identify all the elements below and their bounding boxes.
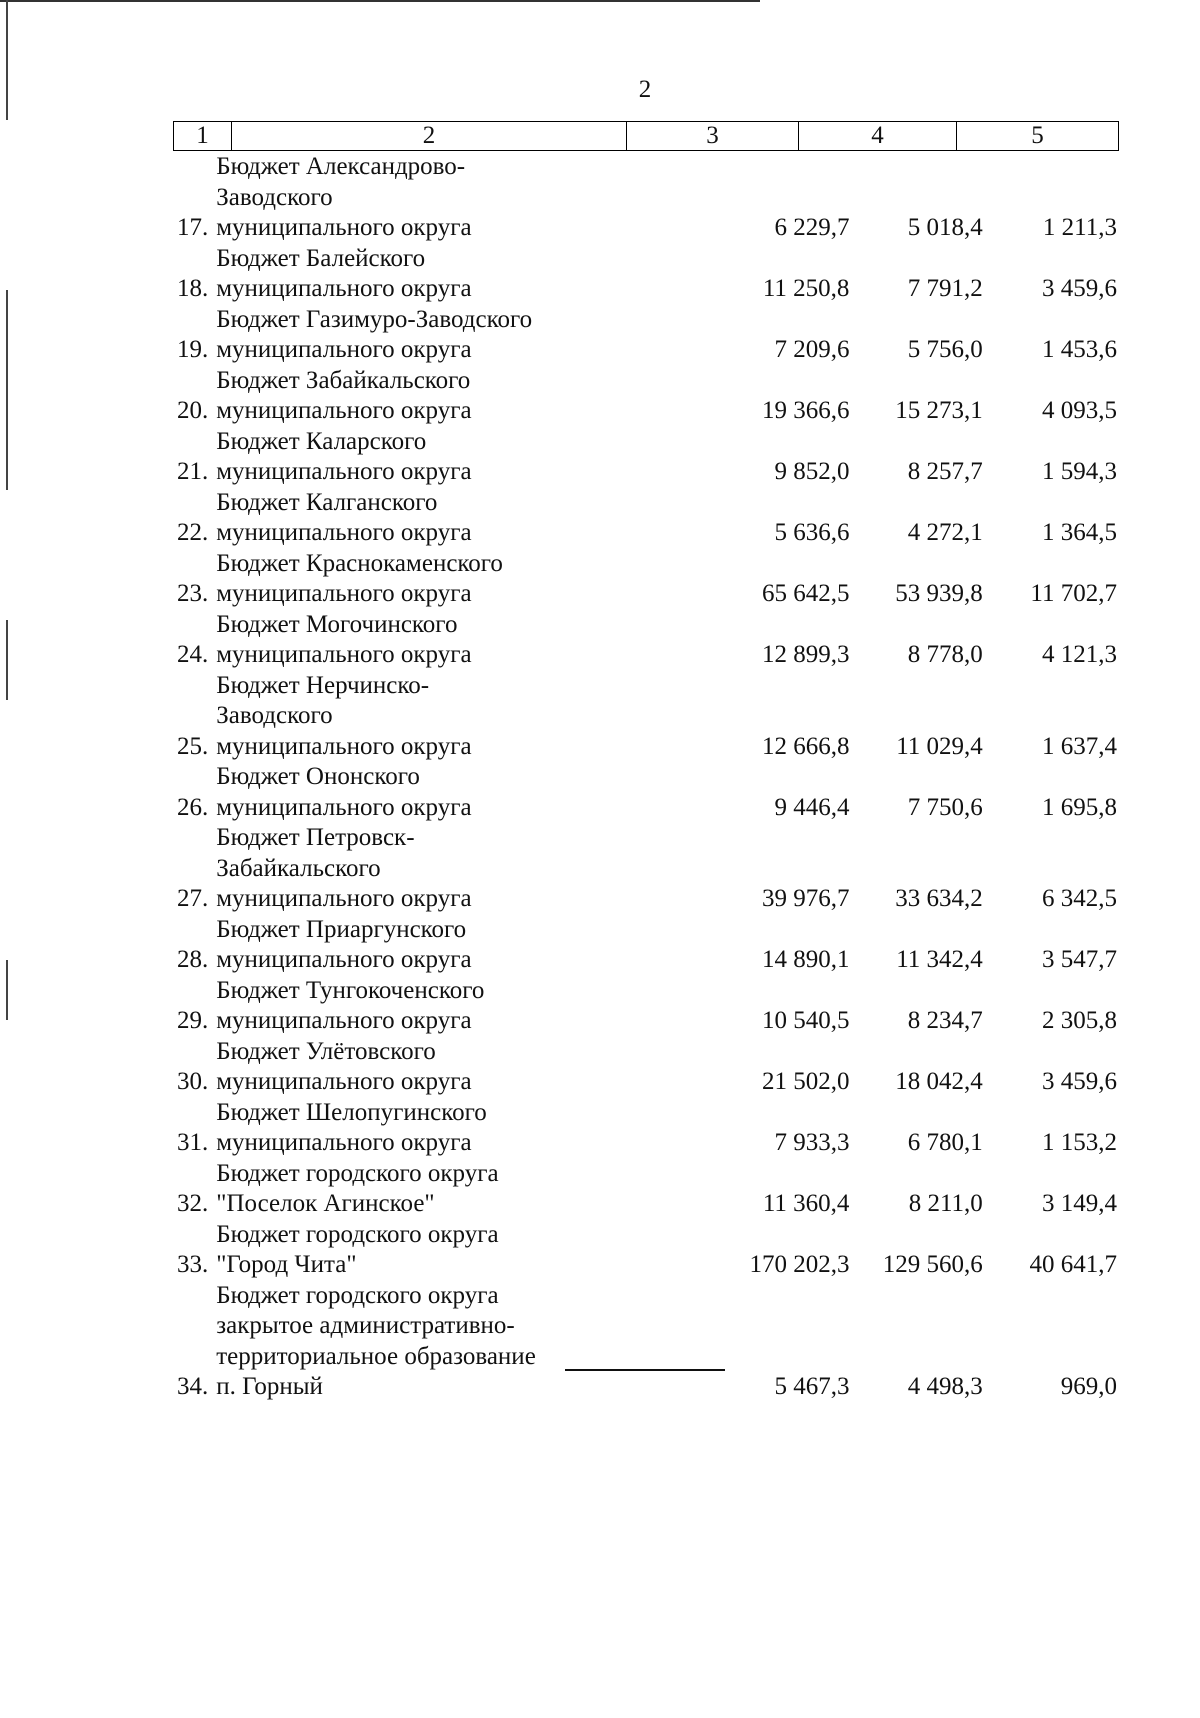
budget-name-line: Бюджет Приаргунского [216, 915, 467, 943]
row-budget-name [216, 427, 543, 488]
budget-name-line: Бюджет Краснокаменского [216, 549, 503, 577]
table-row [173, 671, 1117, 763]
row-value-col-4: 7 791,2 [907, 275, 983, 302]
row-number: 26. [176, 793, 209, 821]
budget-name-line: муниципального округа [216, 1007, 472, 1034]
row-value-col-3: 9 852,0 [774, 458, 850, 485]
table-body [173, 152, 1117, 1403]
budget-name-line: Бюджет Балейского [216, 244, 426, 272]
table-row [173, 610, 1117, 671]
row-value-col-4: 129 560,6 [882, 1251, 983, 1278]
row-number: 31. [176, 1129, 209, 1156]
row-budget-name [216, 823, 543, 915]
row-value-col-5: 1 153,2 [1041, 1129, 1117, 1156]
row-budget-name [216, 610, 543, 671]
budget-name-line: Бюджет Тунгокоченского [216, 976, 485, 1004]
row-number: 25. [176, 732, 209, 760]
row-value-col-5: 40 641,7 [1029, 1251, 1117, 1278]
budget-name-line: Бюджет Александрово-Заводского [216, 153, 466, 211]
table-row [173, 549, 1117, 610]
budget-name-line: муниципального округа [216, 214, 472, 241]
row-value-col-3: 9 446,4 [774, 793, 850, 821]
table-row [173, 244, 1117, 305]
budget-name-line: муниципального округа [216, 1129, 472, 1156]
budget-name-line: муниципального округа [216, 580, 472, 607]
row-number: 34. [176, 1373, 209, 1400]
row-value-col-5: 2 305,8 [1041, 1007, 1117, 1034]
row-budget-name [216, 549, 543, 610]
budget-name-line: Бюджет Петровск-Забайкальского [216, 824, 415, 882]
row-number: 18. [176, 275, 209, 302]
row-budget-name [216, 671, 543, 763]
budget-name-line: Бюджет Газимуро-Заводского [216, 305, 533, 333]
row-value-col-4: 4 498,3 [907, 1373, 983, 1400]
budget-name-line: Бюджет Ононского [216, 763, 420, 790]
budget-name-line: закрытое административно- [216, 1312, 515, 1339]
row-number: 20. [176, 397, 209, 424]
row-value-col-5: 4 093,5 [1041, 397, 1117, 424]
table-row [173, 1220, 1117, 1281]
row-value-col-3: 7 933,3 [774, 1129, 850, 1156]
scan-artifact-left-edge [6, 960, 8, 1020]
table-row [173, 488, 1117, 549]
header-col-4: 4 [798, 122, 956, 150]
budget-name-line: Бюджет Забайкальского [216, 366, 471, 394]
row-value-col-5: 6 342,5 [1041, 885, 1117, 912]
row-value-col-3: 11 250,8 [762, 275, 850, 302]
table-row [173, 976, 1117, 1037]
budget-name-line: Бюджет городского округа [216, 1220, 499, 1248]
row-value-col-3: 65 642,5 [761, 580, 850, 607]
header-col-5: 5 [956, 122, 1118, 150]
row-value-col-4: 18 042,4 [895, 1068, 983, 1095]
budget-name-line: муниципального округа [216, 641, 472, 668]
row-budget-name [216, 1159, 543, 1220]
header-col-1: 1 [196, 122, 209, 149]
row-budget-name [216, 366, 543, 427]
row-value-col-4: 11 342,4 [896, 946, 983, 973]
table-row [173, 305, 1117, 366]
row-budget-name [216, 915, 543, 976]
budget-name-line: Бюджет Могочинского [216, 610, 458, 638]
budget-name-line: территориальное образование [216, 1342, 536, 1370]
row-value-col-3: 5 467,3 [774, 1373, 850, 1400]
row-value-col-4: 5 018,4 [907, 214, 983, 241]
row-value-col-5: 1 211,3 [1042, 214, 1117, 241]
budget-name-line: муниципального округа [216, 336, 472, 363]
budget-name-line: муниципального округа [216, 885, 472, 912]
budget-name-line: "Город Чита" [216, 1251, 357, 1278]
row-value-col-3: 14 890,1 [761, 946, 850, 973]
row-value-col-4: 53 939,8 [895, 580, 983, 607]
budget-name-line: муниципального округа [216, 275, 472, 302]
budget-name-line: муниципального округа [216, 946, 472, 973]
row-value-col-5: 1 364,5 [1041, 519, 1117, 546]
row-value-col-5: 11 702,7 [1030, 580, 1117, 607]
row-budget-name [216, 305, 543, 366]
row-budget-name [216, 1220, 543, 1281]
scan-artifact-left-edge [6, 620, 8, 700]
table-header [173, 121, 1119, 151]
end-rule [565, 1369, 725, 1371]
row-value-col-3: 7 209,6 [774, 336, 850, 363]
budget-name-line: муниципального округа [216, 458, 472, 485]
row-number: 33. [176, 1251, 209, 1278]
row-budget-name [216, 152, 543, 244]
row-value-col-4: 5 756,0 [907, 336, 983, 363]
row-budget-name [216, 1037, 543, 1098]
row-value-col-4: 11 029,4 [896, 732, 983, 760]
scan-artifact-left-edge [6, 290, 8, 490]
budget-name-line: п. Горный [216, 1373, 323, 1400]
table-row [173, 427, 1117, 488]
row-value-col-4: 8 211,0 [908, 1190, 983, 1217]
budget-name-line: муниципального округа [216, 793, 472, 821]
row-value-col-5: 1 637,4 [1041, 732, 1117, 760]
row-value-col-4: 8 234,7 [907, 1007, 983, 1034]
table-row [173, 152, 1117, 244]
row-number: 22. [176, 519, 209, 546]
budget-name-line: муниципального округа [216, 1068, 472, 1095]
row-value-col-3: 6 229,7 [774, 214, 850, 241]
budget-name-line: Бюджет Калганского [216, 488, 438, 516]
row-number: 24. [176, 641, 209, 668]
table-row [173, 1098, 1117, 1159]
row-number: 17. [176, 214, 209, 241]
budget-name-line: муниципального округа [216, 397, 472, 424]
row-value-col-5: 1 695,8 [1041, 793, 1117, 821]
row-value-col-5: 969,0 [1060, 1373, 1117, 1400]
row-value-col-3: 170 202,3 [749, 1251, 850, 1278]
row-value-col-3: 12 666,8 [761, 732, 850, 760]
table-row [173, 1037, 1117, 1098]
row-value-col-3: 10 540,5 [761, 1007, 850, 1034]
budget-name-line: Бюджет Шелопугинского [216, 1098, 487, 1126]
row-value-col-3: 39 976,7 [761, 885, 850, 912]
row-value-col-5: 3 149,4 [1041, 1190, 1117, 1217]
row-value-col-4: 15 273,1 [895, 397, 983, 424]
header-col-2: 2 [231, 122, 626, 150]
header-col-3: 3 [626, 122, 798, 150]
row-number: 27. [176, 885, 209, 912]
budget-name-line: Бюджет Нерчинско-Заводского [216, 671, 430, 729]
row-budget-name [216, 244, 543, 305]
budget-name-line: муниципального округа [216, 519, 472, 546]
budget-name-line: "Поселок Агинское" [216, 1190, 435, 1217]
budget-name-line: Бюджет городского округа [216, 1281, 499, 1309]
row-number: 29. [176, 1007, 209, 1034]
row-budget-name [216, 488, 543, 549]
row-value-col-3: 11 360,4 [762, 1190, 850, 1217]
row-value-col-3: 21 502,0 [761, 1068, 850, 1095]
budget-name-line: Бюджет городского округа [216, 1159, 499, 1187]
table-row [173, 1159, 1117, 1220]
row-number: 32. [176, 1190, 209, 1217]
row-value-col-4: 7 750,6 [907, 793, 983, 821]
row-value-col-5: 3 459,6 [1041, 1068, 1117, 1095]
budget-name-line: Бюджет Каларского [216, 427, 427, 455]
page-number: 2 [638, 76, 652, 103]
table-row [173, 823, 1117, 915]
row-value-col-4: 4 272,1 [907, 519, 983, 546]
budget-name-line: Бюджет Улётовского [216, 1037, 436, 1065]
row-value-col-4: 6 780,1 [907, 1129, 983, 1156]
row-budget-name [216, 976, 543, 1037]
table-row [173, 915, 1117, 976]
table-row [173, 762, 1117, 823]
row-value-col-4: 8 257,7 [907, 458, 983, 485]
row-value-col-5: 1 594,3 [1041, 458, 1117, 485]
row-number: 28. [176, 946, 209, 973]
scan-artifact-top-line [0, 0, 760, 2]
row-value-col-5: 3 547,7 [1041, 946, 1117, 973]
budget-name-line: муниципального округа [216, 732, 472, 760]
row-value-col-5: 4 121,3 [1041, 641, 1117, 668]
row-value-col-4: 33 634,2 [895, 885, 983, 912]
row-budget-name [216, 1281, 543, 1403]
table-row [173, 366, 1117, 427]
row-number: 30. [176, 1068, 209, 1095]
row-value-col-3: 12 899,3 [761, 641, 850, 668]
row-budget-name [216, 1098, 543, 1159]
row-value-col-5: 1 453,6 [1041, 336, 1117, 363]
row-value-col-5: 3 459,6 [1041, 275, 1117, 302]
table-row [173, 1281, 1117, 1403]
row-number: 21. [176, 458, 209, 485]
row-value-col-3: 5 636,6 [774, 519, 850, 546]
row-number: 19. [176, 336, 209, 363]
row-number: 23. [176, 580, 209, 607]
row-budget-name [216, 762, 543, 823]
row-value-col-3: 19 366,6 [761, 397, 850, 424]
row-value-col-4: 8 778,0 [907, 641, 983, 668]
